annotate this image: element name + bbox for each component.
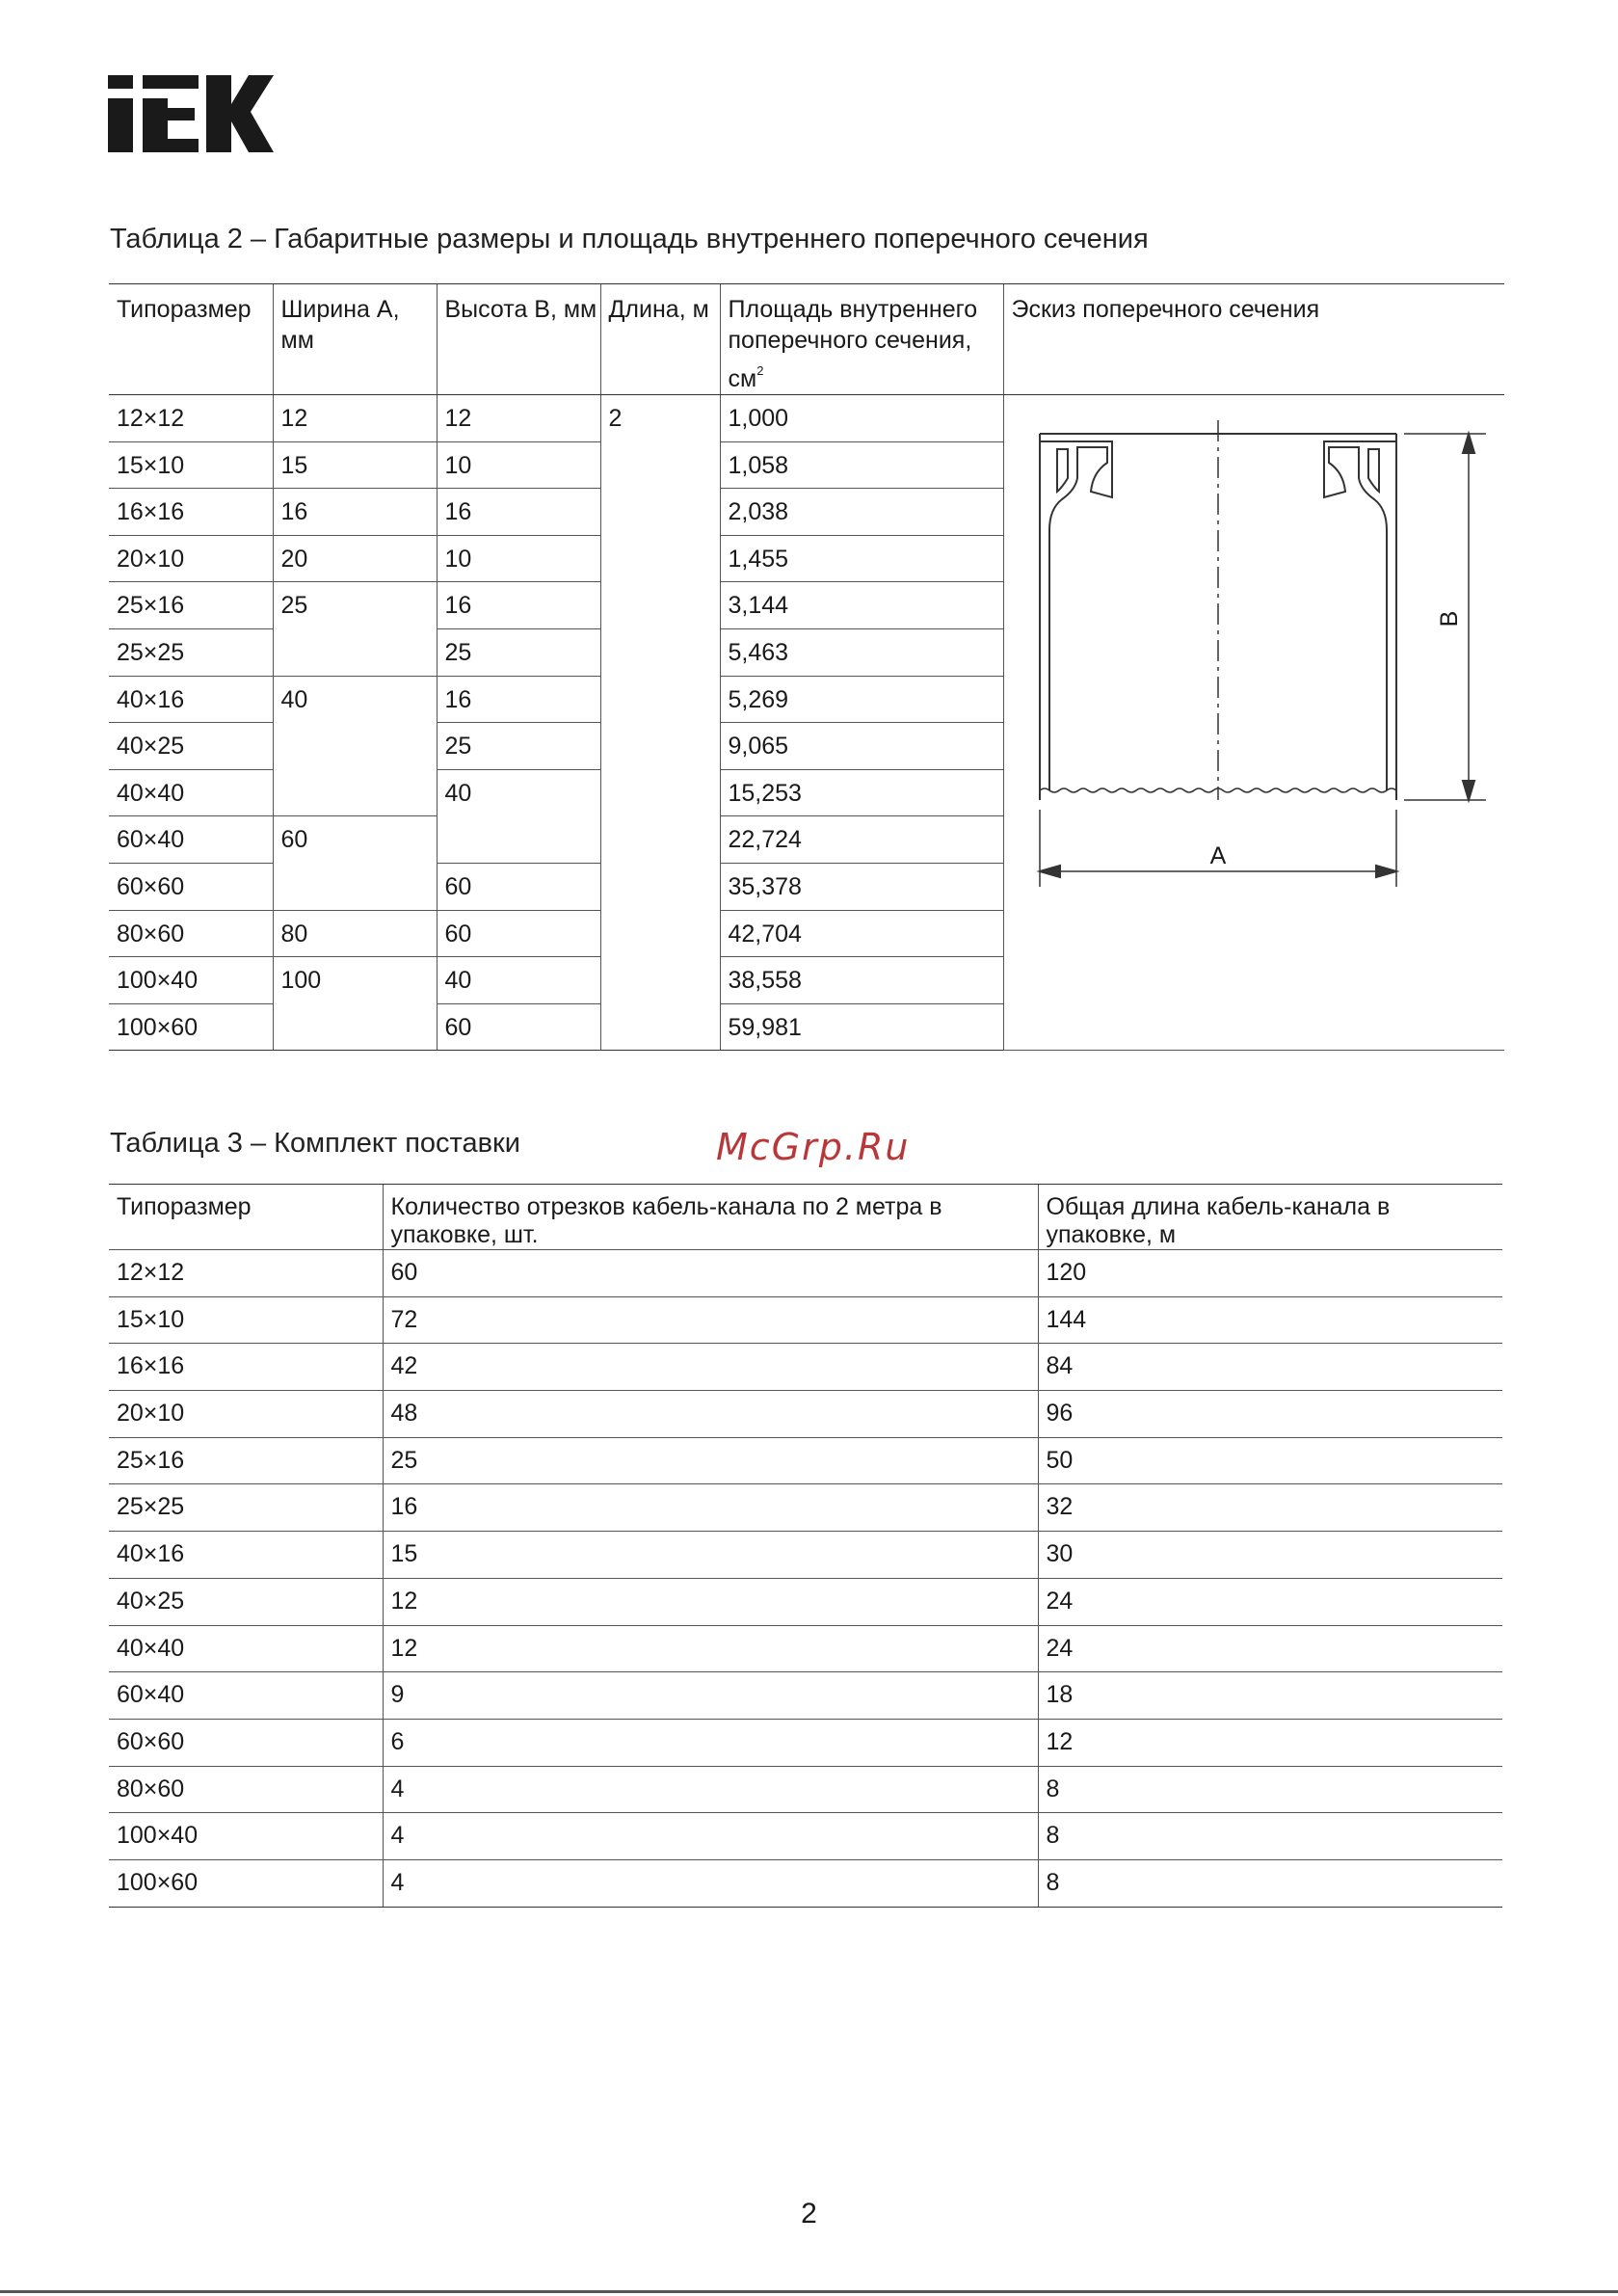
cell-type: 40×40 — [109, 1625, 383, 1672]
table-row — [109, 1484, 1502, 1532]
cell-height: 40 — [437, 769, 600, 863]
cell-total: 96 — [1038, 1391, 1502, 1438]
table-row — [109, 1391, 1502, 1438]
cell-area: 15,253 — [720, 769, 1003, 816]
cell-height: 16 — [437, 582, 600, 629]
dimension-label-b: B — [1435, 610, 1463, 627]
cell-total: 24 — [1038, 1625, 1502, 1672]
cell-height: 25 — [437, 628, 600, 676]
cell-type: 20×10 — [109, 535, 273, 582]
cell-width: 60 — [273, 816, 437, 910]
table-row — [109, 1813, 1502, 1860]
cell-width: 20 — [273, 535, 437, 582]
cell-type: 16×16 — [109, 1344, 383, 1391]
cell-type: 20×10 — [109, 1391, 383, 1438]
cell-total: 18 — [1038, 1672, 1502, 1720]
cell-height: 60 — [437, 910, 600, 957]
cell-area: 5,269 — [720, 676, 1003, 723]
cell-type: 100×40 — [109, 957, 273, 1004]
table-row — [109, 1672, 1502, 1720]
watermark: McGrp.Ru — [716, 1126, 911, 1168]
table-row — [109, 1250, 1502, 1297]
iek-logo — [108, 75, 274, 152]
table2-caption: Таблица 2 – Габаритные размеры и площадь внутреннего поперечного сечения — [110, 224, 1149, 254]
delivery-set-table — [109, 1184, 1502, 1908]
cell-type: 40×25 — [109, 723, 273, 770]
cell-length: 2 — [600, 395, 720, 1051]
cell-type: 40×16 — [109, 676, 273, 723]
cell-type: 16×16 — [109, 489, 273, 536]
header-area — [720, 284, 1003, 395]
table-row — [109, 395, 1504, 442]
table-row — [109, 1296, 1502, 1344]
page-number: 2 — [801, 2198, 817, 2229]
cell-count: 4 — [383, 1766, 1038, 1813]
cell-area: 2,038 — [720, 489, 1003, 536]
cell-type: 25×16 — [109, 582, 273, 629]
cell-height: 60 — [437, 863, 600, 910]
cell-total: 32 — [1038, 1484, 1502, 1532]
cell-width: 80 — [273, 910, 437, 957]
cell-width: 15 — [273, 441, 437, 489]
cell-type: 15×10 — [109, 1296, 383, 1344]
cell-width: 16 — [273, 489, 437, 536]
cell-count: 60 — [383, 1250, 1038, 1297]
cell-area: 5,463 — [720, 628, 1003, 676]
cell-type: 40×25 — [109, 1578, 383, 1625]
cell-height: 10 — [437, 441, 600, 489]
cell-area: 3,144 — [720, 582, 1003, 629]
cell-type: 60×40 — [109, 1672, 383, 1720]
table-row — [109, 1578, 1502, 1625]
table-row — [109, 1719, 1502, 1766]
table-row — [109, 1532, 1502, 1579]
table-row — [109, 1437, 1502, 1484]
cell-area: 35,378 — [720, 863, 1003, 910]
cell-type: 80×60 — [109, 1766, 383, 1813]
cell-width: 100 — [273, 957, 437, 1051]
table-row — [109, 1859, 1502, 1907]
cell-height: 40 — [437, 957, 600, 1004]
cell-count: 16 — [383, 1484, 1038, 1532]
cell-total: 30 — [1038, 1532, 1502, 1579]
cell-total: 84 — [1038, 1344, 1502, 1391]
header-type: Типоразмер — [109, 284, 273, 395]
cell-count: 42 — [383, 1344, 1038, 1391]
cell-total: 12 — [1038, 1719, 1502, 1766]
cell-type: 60×40 — [109, 816, 273, 864]
cell-height: 12 — [437, 395, 600, 442]
table-row — [109, 1344, 1502, 1391]
cell-total: 8 — [1038, 1766, 1502, 1813]
cell-count: 72 — [383, 1296, 1038, 1344]
cell-type: 12×12 — [109, 1250, 383, 1297]
cell-type: 40×40 — [109, 769, 273, 816]
dimensions-table — [109, 283, 1504, 1051]
header-total: Общая длина кабель-канала в упаковке, м — [1038, 1185, 1502, 1250]
cell-type: 25×25 — [109, 1484, 383, 1532]
cell-type: 100×40 — [109, 1813, 383, 1860]
table3-caption: Таблица 3 – Комплект поставки — [110, 1128, 520, 1159]
cell-type: 80×60 — [109, 910, 273, 957]
cell-count: 15 — [383, 1532, 1038, 1579]
header-length: Длина, м — [600, 284, 720, 395]
table-row — [109, 1625, 1502, 1672]
table-header-row — [109, 284, 1504, 395]
header-height: Высота В, мм — [437, 284, 600, 395]
cell-height: 25 — [437, 723, 600, 770]
header-area-line2: поперечного сечения, см — [728, 327, 972, 392]
cell-total: 24 — [1038, 1578, 1502, 1625]
header-area-sup: 2 — [756, 363, 764, 378]
cell-type: 12×12 — [109, 395, 273, 442]
cell-type: 40×16 — [109, 1532, 383, 1579]
cell-count: 25 — [383, 1437, 1038, 1484]
cell-area: 59,981 — [720, 1003, 1003, 1051]
cell-total: 144 — [1038, 1296, 1502, 1344]
cell-type: 25×25 — [109, 628, 273, 676]
cell-type: 25×16 — [109, 1437, 383, 1484]
header-width: Ширина А, мм — [273, 284, 437, 395]
cell-height: 10 — [437, 535, 600, 582]
cross-section-sketch-cell — [1003, 395, 1504, 1051]
cell-type: 60×60 — [109, 863, 273, 910]
cell-area: 38,558 — [720, 957, 1003, 1004]
cell-area: 42,704 — [720, 910, 1003, 957]
cell-width: 25 — [273, 582, 437, 676]
cell-total: 120 — [1038, 1250, 1502, 1297]
cell-width: 12 — [273, 395, 437, 442]
cell-type: 15×10 — [109, 441, 273, 489]
dimension-label-a: A — [1209, 842, 1226, 869]
header-sketch: Эскиз поперечного сечения — [1003, 284, 1504, 395]
cell-type: 60×60 — [109, 1719, 383, 1766]
cell-height: 60 — [437, 1003, 600, 1051]
cell-area: 22,724 — [720, 816, 1003, 864]
cell-type: 100×60 — [109, 1859, 383, 1907]
cell-count: 12 — [383, 1578, 1038, 1625]
cell-area: 1,455 — [720, 535, 1003, 582]
cell-count: 4 — [383, 1859, 1038, 1907]
cell-count: 48 — [383, 1391, 1038, 1438]
cross-section-sketch — [1004, 395, 1505, 1051]
header-type: Типоразмер — [109, 1185, 383, 1250]
cell-height: 16 — [437, 676, 600, 723]
table-header-row — [109, 1185, 1502, 1250]
header-area-line1: Площадь внутреннего — [728, 296, 978, 323]
cell-count: 6 — [383, 1719, 1038, 1766]
cell-width: 40 — [273, 676, 437, 816]
cell-count: 12 — [383, 1625, 1038, 1672]
cell-count: 9 — [383, 1672, 1038, 1720]
cell-height: 16 — [437, 489, 600, 536]
cell-total: 50 — [1038, 1437, 1502, 1484]
cell-total: 8 — [1038, 1859, 1502, 1907]
cell-area: 1,000 — [720, 395, 1003, 442]
header-count: Количество отрезков кабель-канала по 2 метра в упаковке, шт. — [383, 1185, 1038, 1250]
cell-total: 8 — [1038, 1813, 1502, 1860]
cell-area: 9,065 — [720, 723, 1003, 770]
cell-count: 4 — [383, 1813, 1038, 1860]
table-row — [109, 1766, 1502, 1813]
cell-area: 1,058 — [720, 441, 1003, 489]
cell-type: 100×60 — [109, 1003, 273, 1051]
bottom-divider — [0, 2290, 1618, 2293]
